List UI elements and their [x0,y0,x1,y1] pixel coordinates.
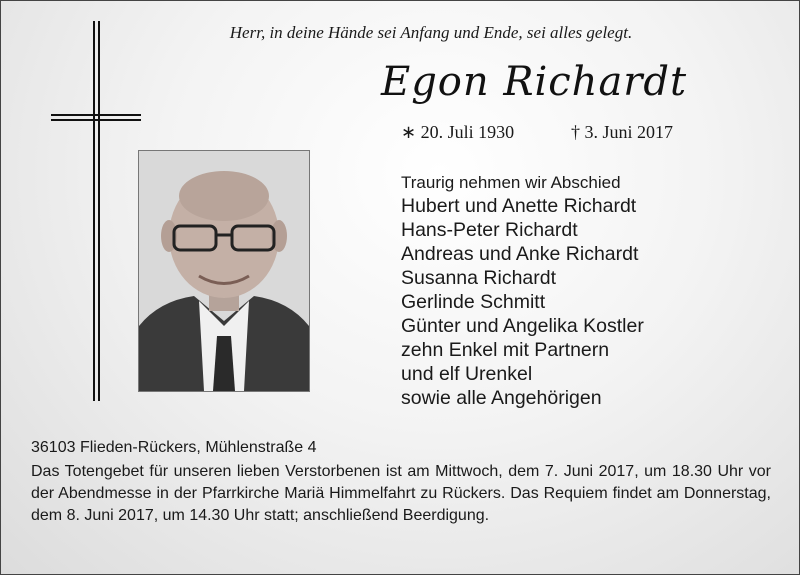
mourner-line: und elf Urenkel [401,363,533,385]
birth-date: ∗ 20. Juli 1930 [401,122,515,142]
mourner-line: Gerlinde Schmitt [401,291,546,313]
mourners-list [401,172,644,410]
mourner-line: Hubert und Anette Richardt [401,195,637,217]
mourner-line: Susanna Richardt [401,267,557,289]
mourner-line: sowie alle Angehörigen [401,387,602,409]
death-date: † 3. Juni 2017 [571,122,674,142]
cross-icon [51,21,141,401]
deceased-name: Egon Richardt [381,59,688,105]
address: 36103 Flieden-Rückers, Mühlenstraße 4 [31,439,317,456]
mourner-line: Günter und Angelika Kostler [401,315,644,337]
mourner-line: Andreas und Anke Richardt [401,243,639,265]
service-notice: Das Totengebet für unseren lieben Verstorbenen ist am Mittwoch, dem 7. Juni 2017, um 18.30 Uhr vor der Abendmesse in der Pfarrkirche Mariä Himmelfahrt zu Rückers. Das Requiem findet am Donnerstag, dem 8. Juni 2017, um 14.30 Uhr statt; anschließend Beerdigung. [31,463,771,524]
mourner-line: zehn Enkel mit Partnern [401,339,610,361]
mourners-intro: Traurig nehmen wir Abschied [401,173,621,192]
mourner-line: Hans-Peter Richardt [401,219,578,241]
motto: Herr, in deine Hände sei Anfang und Ende, sei alles gelegt. [229,23,633,42]
portrait-photo [138,150,310,392]
